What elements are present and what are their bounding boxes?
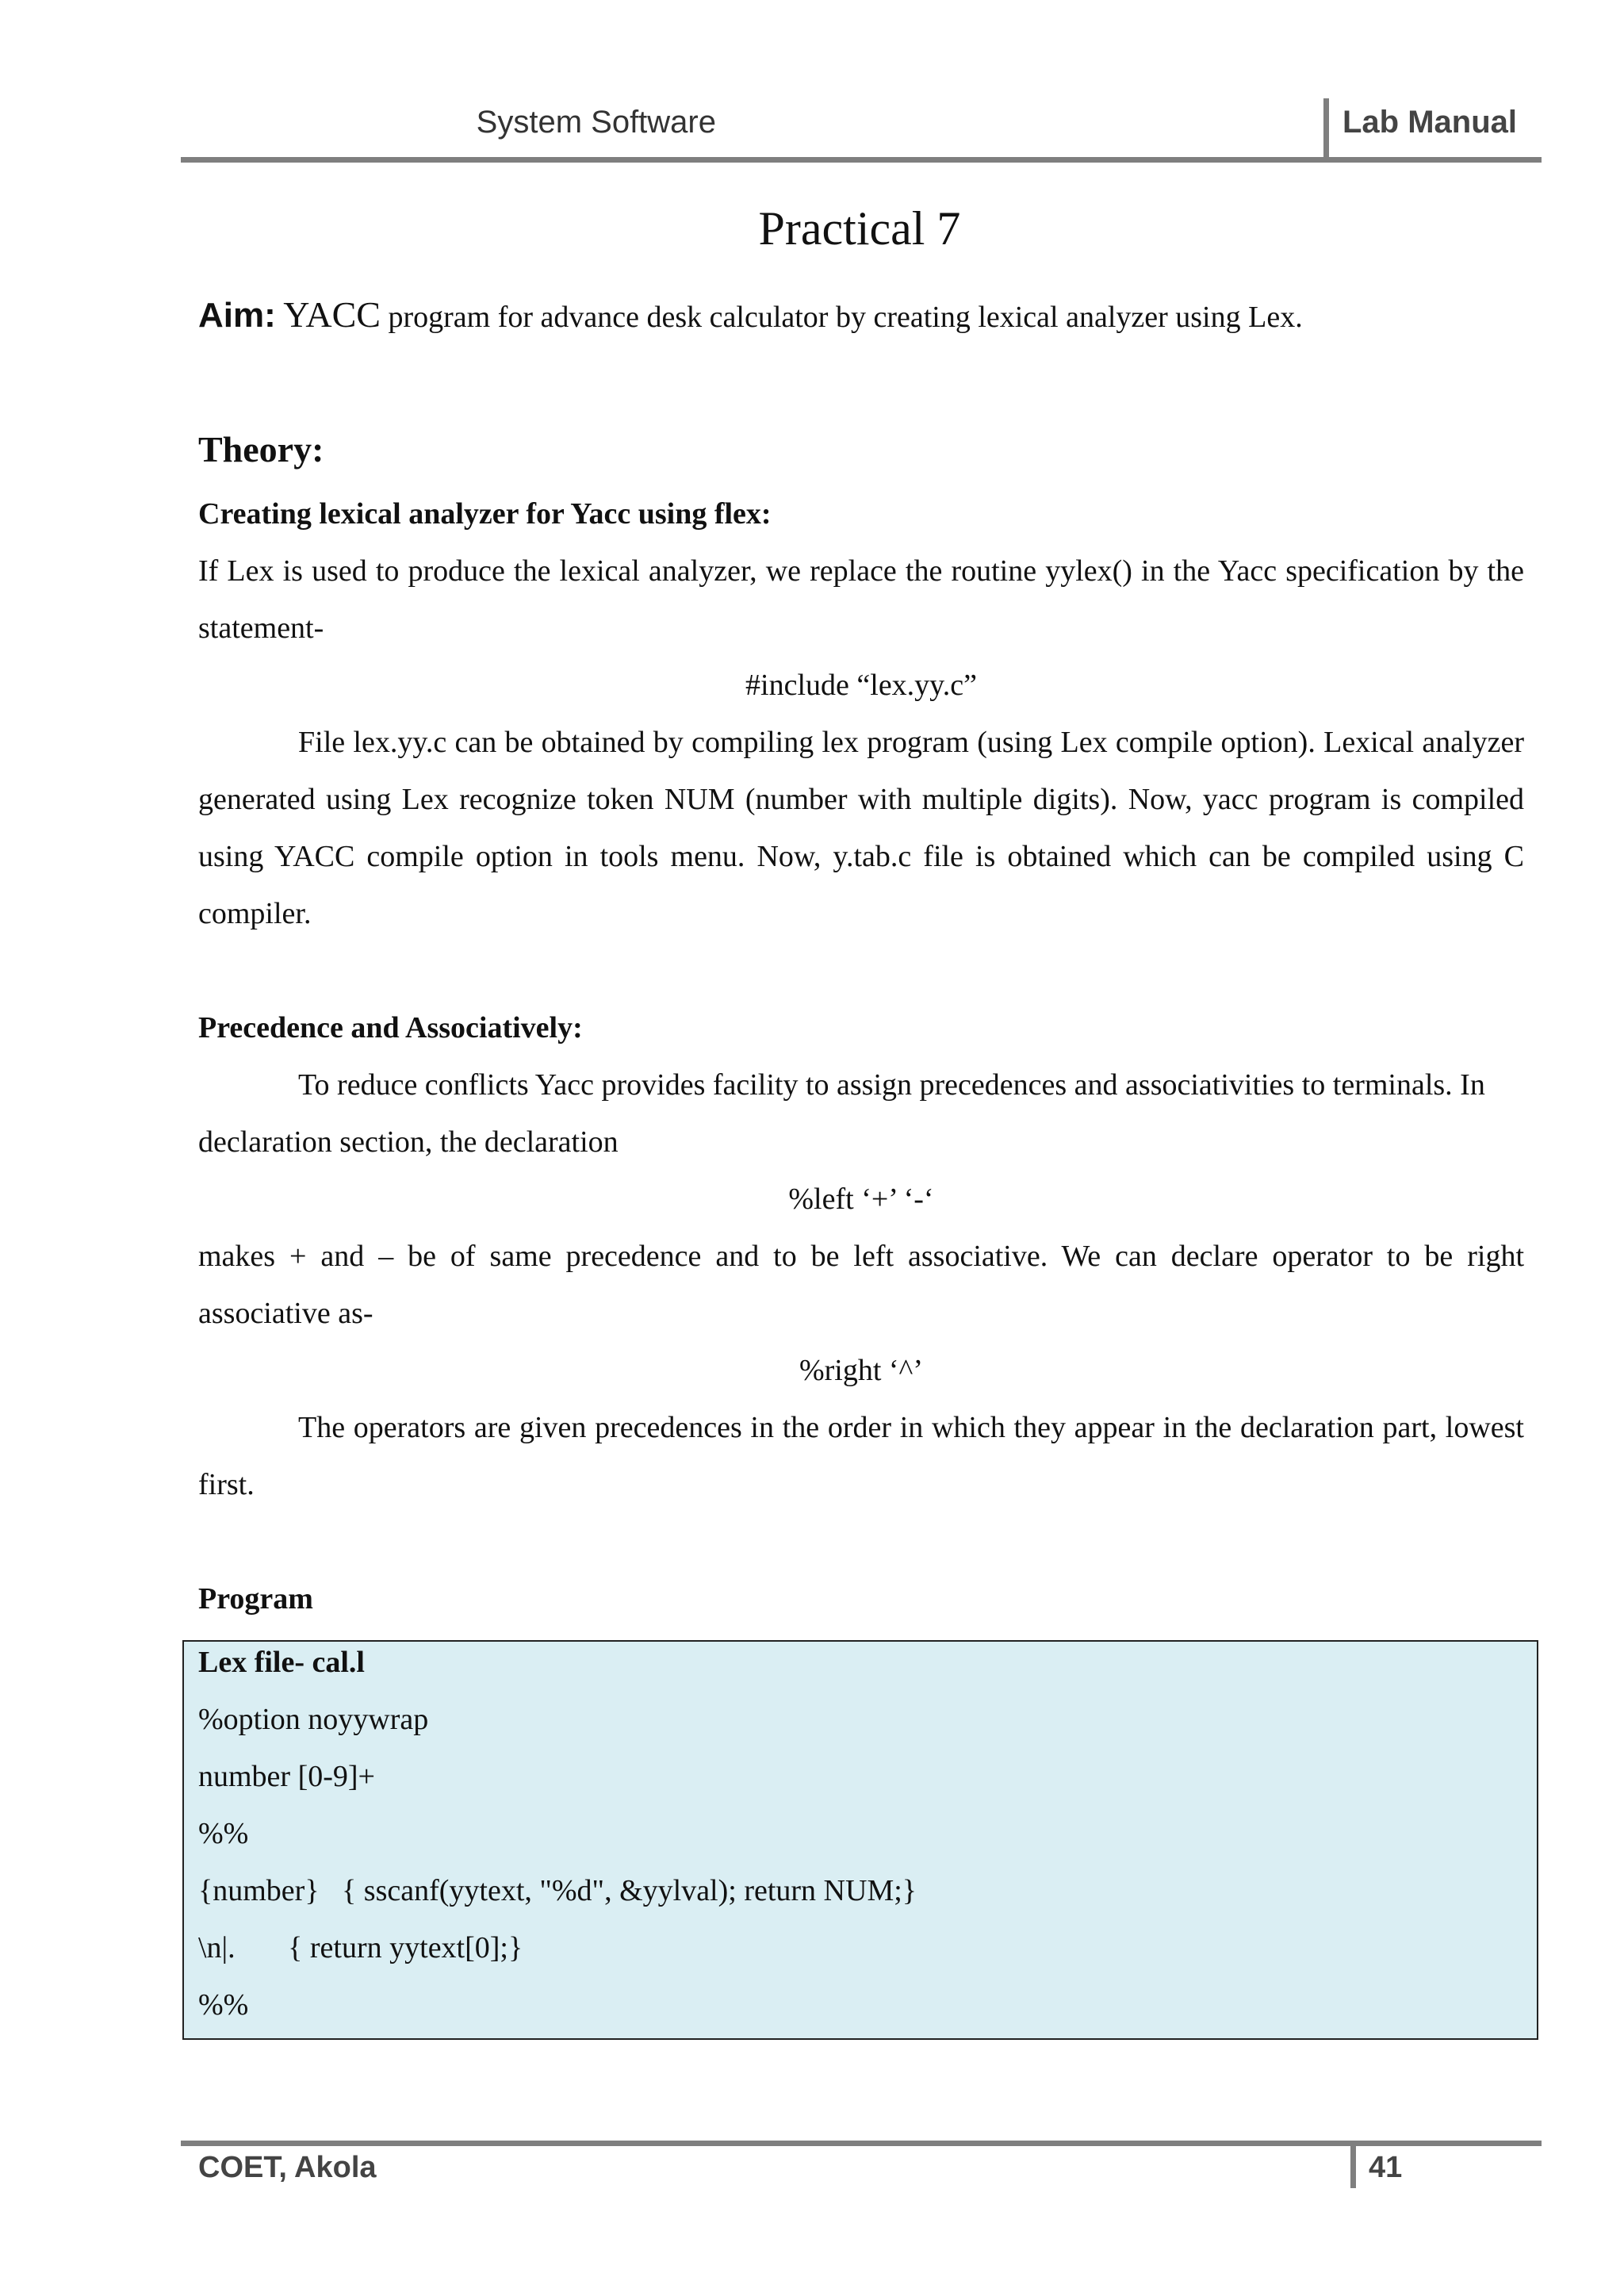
page-title: Practical 7 — [758, 202, 961, 255]
paragraph-compile: File lex.yy.c can be obtained by compiling lex program (using Lex compile option). Lexical analyzer generated using Lex recognize token NUM (number with multiple digits). Now, yacc program is compiled using YACC compile option in tools menu. Now, y.tab.c file is obtained which can be compiled using C compiler. — [198, 726, 1524, 930]
code-line: %option noyywrap — [198, 1703, 429, 1736]
page-number: 41 — [1369, 2151, 1403, 2184]
include-statement: #include “lex.yy.c” — [745, 669, 977, 702]
header-rule — [181, 157, 1542, 163]
aim-lead: YACC — [283, 294, 381, 335]
code-file-label: Lex file- cal.l — [198, 1646, 365, 1679]
theory-heading: Theory: — [198, 429, 324, 470]
code-line: {number} { sscanf(yytext, "%d", &yylval); return NUM;} — [198, 1874, 917, 1907]
code-line: number [0-9]+ — [198, 1760, 375, 1793]
aim-line — [198, 293, 1303, 335]
footer-separator — [1350, 2141, 1356, 2188]
paragraph-lex-usage: If Lex is used to produce the lexical analyzer, we replace the routine yylex() in the Yacc specification by the statement- — [198, 554, 1524, 645]
left-declaration: %left ‘+’ ‘-‘ — [788, 1182, 934, 1216]
program-heading: Program — [198, 1582, 313, 1616]
aim-text: program for advance desk calculator by creating lexical analyzer using Lex. — [381, 301, 1303, 334]
paragraph-order: The operators are given precedences in the order in which they appear in the declaration part, lowest first. — [198, 1411, 1524, 1501]
paragraph-associative: makes + and – be of same precedence and to be left associative. We can declare operator to be right associative as- — [198, 1240, 1524, 1330]
right-declaration: %right ‘^’ — [799, 1354, 924, 1387]
header-separator — [1323, 98, 1329, 160]
footer-institute: COET, Akola — [198, 2151, 377, 2184]
code-line: %% — [198, 1988, 249, 2022]
paragraph-conflicts: To reduce conflicts Yacc provides facility to assign precedences and associativities to terminals. In declaration section, the declaration — [198, 1068, 1485, 1159]
header-subject: System Software — [476, 105, 716, 140]
header-doc-type: Lab Manual — [1342, 105, 1518, 140]
code-line: %% — [198, 1817, 249, 1850]
footer-rule — [181, 2141, 1542, 2146]
code-line: \n|. { return yytext[0];} — [198, 1931, 523, 1964]
subheading-lexical-analyzer: Creating lexical analyzer for Yacc using flex: — [198, 497, 772, 531]
aim-label: Aim: — [198, 296, 276, 335]
subheading-precedence: Precedence and Associatively: — [198, 1011, 583, 1045]
